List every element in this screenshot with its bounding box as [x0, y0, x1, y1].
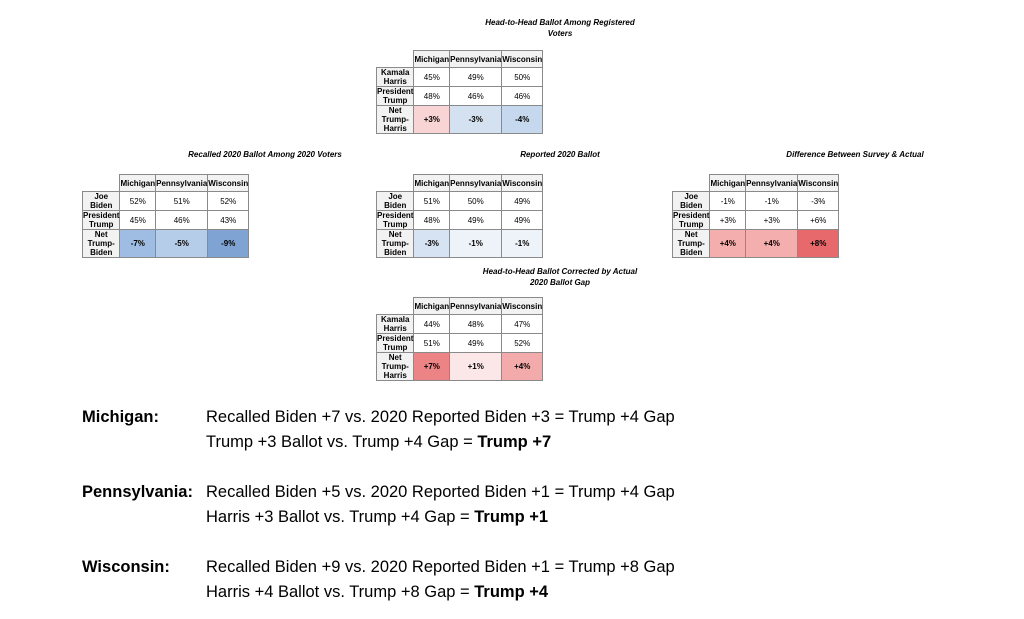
cell: +6%: [798, 211, 839, 230]
table-row: [83, 211, 249, 230]
table-row: [377, 353, 543, 381]
net-cell: +4%: [502, 353, 543, 381]
row-label: President Trump: [673, 211, 710, 229]
column-header: Pennsylvania: [156, 175, 208, 192]
summary-text: Harris +3 Ballot vs. Trump +4 Gap =: [206, 508, 475, 526]
net-cell: -3%: [414, 230, 450, 258]
cell: 52%: [120, 192, 156, 211]
column-header: Wisconsin: [798, 175, 839, 192]
table-row: [377, 315, 543, 334]
table-row: [673, 211, 839, 230]
column-header: Michigan: [120, 175, 156, 192]
cell: 43%: [208, 211, 249, 230]
table-row: [377, 87, 543, 106]
row-label: Net Trump-Biden: [83, 230, 120, 258]
ballot-table-registered: [376, 50, 543, 134]
title-line: Recalled 2020 Ballot Among 2020 Voters: [188, 150, 342, 159]
title-line: Head-to-Head Ballot Among Registered: [485, 18, 635, 27]
summary-line-1: Recalled Biden +5 vs. 2020 Reported Biden +1 = Trump +4 Gap: [206, 483, 675, 501]
row-label: Net Trump-Biden: [377, 230, 414, 258]
net-cell: +1%: [450, 353, 502, 381]
column-header: Pennsylvania: [746, 175, 798, 192]
cell: -3%: [798, 192, 839, 211]
summary-result: Trump +1: [474, 508, 549, 526]
cell: 49%: [450, 211, 502, 230]
table-row: [377, 334, 543, 353]
net-cell: +8%: [798, 230, 839, 258]
table-row: [377, 106, 543, 134]
row-label: Joe Biden: [377, 192, 414, 211]
ballot-table-corrected: [376, 297, 543, 381]
cell: 51%: [156, 192, 208, 211]
title-line: Difference Between Survey & Actual: [786, 150, 924, 159]
table-row: [673, 192, 839, 211]
cell: 46%: [502, 87, 543, 106]
cell: +3%: [710, 211, 746, 230]
net-cell: -9%: [208, 230, 249, 258]
summary-text: Harris +4 Ballot vs. Trump +8 Gap =: [206, 583, 475, 601]
cell: 50%: [450, 192, 502, 211]
net-cell: +3%: [414, 106, 450, 134]
row-label: Net Trump-Harris: [377, 353, 414, 381]
table-title: [440, 266, 680, 288]
column-header: Michigan: [710, 175, 746, 192]
table-title: [440, 149, 680, 160]
row-label: President Trump: [377, 211, 414, 229]
column-header: Michigan: [414, 175, 450, 192]
row-label: Net Trump-Biden: [673, 230, 710, 258]
summary-result: Trump +4: [474, 583, 549, 601]
cell: 47%: [502, 315, 543, 334]
table-row: [377, 192, 543, 211]
cell: -1%: [710, 192, 746, 211]
summary-text: Trump +3 Ballot vs. Trump +4 Gap =: [206, 433, 478, 451]
cell: 48%: [414, 211, 450, 230]
net-cell: -5%: [156, 230, 208, 258]
cell: 52%: [208, 192, 249, 211]
cell: 45%: [414, 68, 450, 87]
net-cell: +7%: [414, 353, 450, 381]
row-label: President Trump: [83, 211, 120, 229]
table-title: [140, 149, 390, 160]
cell: +3%: [746, 211, 798, 230]
cell: 49%: [502, 192, 543, 211]
summary-line-2: [206, 505, 548, 530]
column-header: Michigan: [414, 298, 450, 315]
net-cell: +4%: [710, 230, 746, 258]
cell: 49%: [450, 334, 502, 353]
net-cell: -7%: [120, 230, 156, 258]
table-row: [83, 230, 249, 258]
cell: 51%: [414, 192, 450, 211]
cell: 49%: [502, 211, 543, 230]
summary-line-1: Recalled Biden +7 vs. 2020 Reported Biden +3 = Trump +4 Gap: [206, 408, 675, 426]
cell: 48%: [450, 315, 502, 334]
summary-line-1: Recalled Biden +9 vs. 2020 Reported Biden +1 = Trump +8 Gap: [206, 558, 675, 576]
state-label: Pennsylvania:: [82, 483, 193, 501]
cell: 48%: [414, 87, 450, 106]
cell: -1%: [746, 192, 798, 211]
title-line: 2020 Ballot Gap: [529, 278, 591, 287]
net-cell: -1%: [450, 230, 502, 258]
row-label: President Trump: [377, 334, 414, 352]
title-line: Head-to-Head Ballot Corrected by Actual: [482, 267, 638, 276]
column-header: Pennsylvania: [450, 298, 502, 315]
net-cell: -1%: [502, 230, 543, 258]
title-line: Reported 2020 Ballot: [520, 150, 600, 159]
column-header: Wisconsin: [208, 175, 249, 192]
net-cell: -4%: [502, 106, 543, 134]
row-label: Joe Biden: [673, 192, 710, 211]
table-row: [673, 230, 839, 258]
cell: 52%: [502, 334, 543, 353]
title-line: Voters: [547, 29, 573, 38]
ballot-table-reported: [376, 174, 543, 258]
summary-line-2: [206, 580, 548, 605]
column-header: Michigan: [414, 51, 450, 68]
ballot-table-recalled: [82, 174, 249, 258]
column-header: Pennsylvania: [450, 51, 502, 68]
state-label: Michigan:: [82, 408, 159, 426]
cell: 46%: [450, 87, 502, 106]
cell: 44%: [414, 315, 450, 334]
cell: 51%: [414, 334, 450, 353]
cell: 50%: [502, 68, 543, 87]
cell: 46%: [156, 211, 208, 230]
column-header: Wisconsin: [502, 51, 543, 68]
column-header: Wisconsin: [502, 175, 543, 192]
row-label: Net Trump-Harris: [377, 106, 414, 134]
row-label: President Trump: [377, 87, 414, 105]
row-label: Joe Biden: [83, 192, 120, 211]
table-title: [440, 17, 680, 39]
cell: 45%: [120, 211, 156, 230]
column-header: Wisconsin: [502, 298, 543, 315]
cell: 49%: [450, 68, 502, 87]
table-title: [740, 149, 970, 160]
row-label: Kamala Harris: [377, 68, 414, 87]
table-row: [377, 211, 543, 230]
table-row: [377, 68, 543, 87]
table-row: [83, 192, 249, 211]
table-row: [377, 230, 543, 258]
state-label: Wisconsin:: [82, 558, 170, 576]
column-header: Pennsylvania: [450, 175, 502, 192]
difference-table: [672, 174, 839, 258]
summary-result: Trump +7: [477, 433, 552, 451]
net-cell: -3%: [450, 106, 502, 134]
row-label: Kamala Harris: [377, 315, 414, 334]
summary-line-2: [206, 430, 551, 455]
net-cell: +4%: [746, 230, 798, 258]
